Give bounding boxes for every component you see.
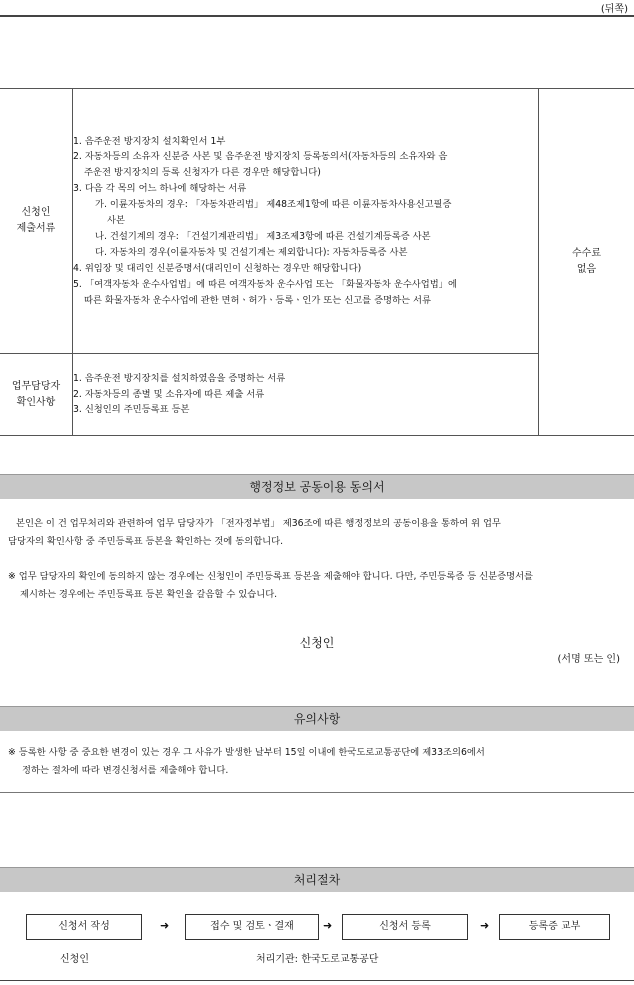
- arrow-icon: ➜: [480, 919, 490, 932]
- consent-body: 본인은 이 건 업무처리와 관련하여 업무 담당자가 「전자정부법」 제36조에 따른 행정정보의 공동이용을 통하여 위 업무 담당자의 확인사항 중 주민등록표 등본을 확인하는 것에 동의합니다.: [8, 518, 501, 547]
- list-item: 주운전 방지장치의 등록 신청자가 다른 경우만 해당합니다): [84, 167, 321, 179]
- list-item: 5. 「여객자동차 운수사업법」에 따른 여객자동차 운수사업 또는 「화물자동차 운수사업법」에: [73, 278, 458, 290]
- list-item: 다. 자동차의 경우(이륜자동차 및 건설기계는 제외합니다): 자동차등록증 사본: [95, 246, 408, 258]
- list-item: 2. 자동차등의 종별 및 소유자에 따른 제출 서류: [73, 388, 265, 400]
- consent-title: 행정정보 공동이용 동의서: [0, 474, 634, 499]
- step-review-approval: 접수 및 검토ㆍ결재: [185, 914, 319, 940]
- arrow-icon: ➜: [323, 919, 333, 932]
- applicant-label: 신청인: [299, 636, 335, 650]
- list-item: 3. 신청인의 주민등록표 등본: [73, 404, 190, 416]
- step-issue-certificate: 등록증 교부: [499, 914, 610, 940]
- officer-check-label: 업무담당자 확인사항: [0, 354, 73, 436]
- list-item: 1. 음주운전 방지장치 설치확인서 1부: [73, 135, 226, 147]
- fee-cell: 수수료 없음: [539, 89, 634, 436]
- bottom-rule: [0, 980, 634, 981]
- step-write-application: 신청서 작성: [26, 914, 142, 940]
- caution-divider: [0, 792, 634, 793]
- top-rule: [0, 15, 634, 17]
- list-item: 사본: [107, 215, 125, 227]
- actor-applicant: 신청인: [60, 954, 89, 965]
- step-register-application: 신청서 등록: [342, 914, 468, 940]
- procedure-title: 처리절차: [0, 867, 634, 892]
- list-item: 3. 다음 각 목의 어느 하나에 해당하는 서류: [73, 183, 247, 195]
- list-item: 2. 자동차등의 소유자 신분증 사본 및 음주운전 방지장치 등록동의서(자동차등의 소유자와 음: [73, 151, 448, 163]
- caution-title: 유의사항: [0, 706, 634, 731]
- documents-table: [0, 88, 634, 436]
- list-item: 4. 위임장 및 대리인 신분증명서(대리인이 신청하는 경우만 해당합니다): [73, 262, 362, 274]
- back-page-label: (뒤쪽): [600, 4, 628, 15]
- applicant-docs-label: 신청인 제출서류: [0, 89, 73, 354]
- list-item: 가. 이륜자동차의 경우: 「자동차관리법」 제48조제1항에 따른 이륜자동차사용신고필증: [95, 199, 452, 211]
- list-item: 1. 음주운전 방지장치를 설치하였음을 증명하는 서류: [73, 372, 286, 384]
- actor-agency: 처리기관: 한국도로교통공단: [256, 954, 379, 965]
- arrow-icon: ➜: [160, 919, 170, 932]
- consent-note: ※ 업무 담당자의 확인에 동의하지 않는 경우에는 신청인이 주민등록표 등본을 제출해야 합니다. 다만, 주민등록증 등 신분증명서를 제시하는 경우에는 주민등록표 등본 확인을 갈음할 수 있습니다.: [8, 571, 534, 600]
- signature-label: (서명 또는 인): [557, 654, 620, 665]
- list-item: 나. 건설기계의 경우: 「건설기계관리법」 제3조제3항에 따른 건설기계등록증 사본: [95, 230, 431, 242]
- list-item: 따른 화물자동차 운수사업에 관한 면허ㆍ허가ㆍ등록ㆍ인가 또는 신고를 증명하는 서류: [84, 294, 431, 306]
- officer-check-list: [73, 354, 539, 436]
- caution-body: ※ 등록한 사항 중 중요한 변경이 있는 경우 그 사유가 발생한 날부터 15일 이내에 한국도로교통공단에 제33조의6에서 정하는 절차에 따라 변경신청서를 제출해야 합니다.: [8, 747, 485, 776]
- applicant-docs-list: [73, 89, 539, 354]
